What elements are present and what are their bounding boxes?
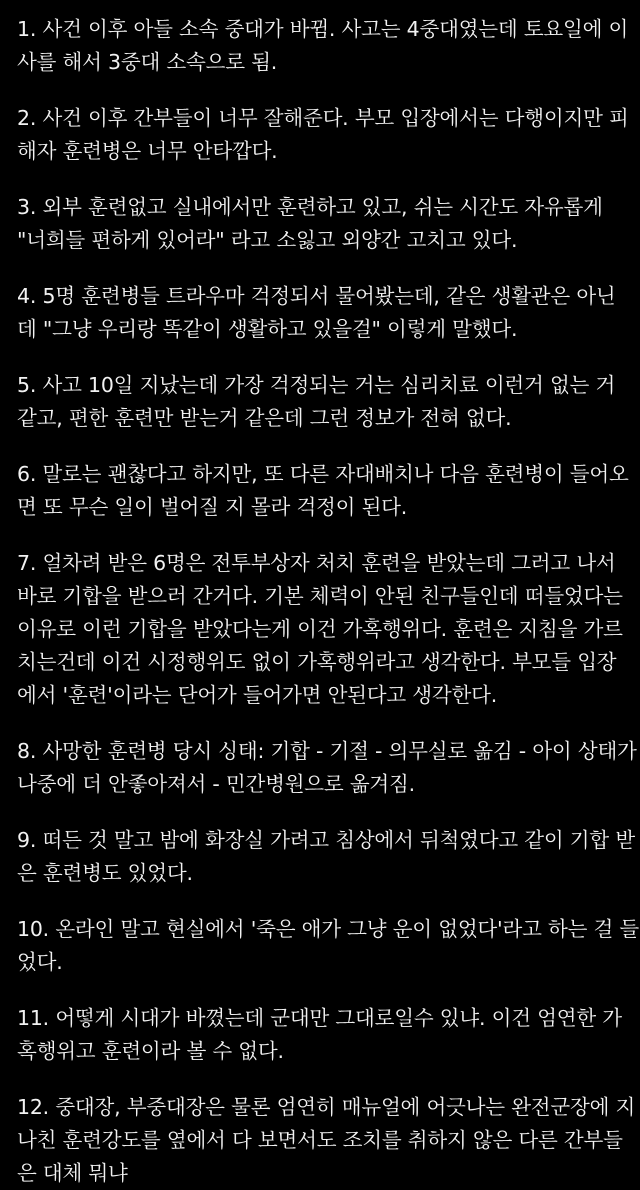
text-line: 나친 훈련강도를 옆에서 다 보면서도 조치를 취하지 않은 다른 간부들 [17,1128,623,1152]
paragraph-3 [17,191,626,257]
text-line: 사를 해서 3중대 소속으로 됨. [17,50,278,74]
paragraph-8 [17,735,637,801]
text-line: 3. 외부 훈련없고 실내에서만 훈련하고 있고, 쉬는 시간도 자유롭게 [17,195,603,219]
paragraph-7 [17,547,626,712]
text-line: 7. 얼차려 받은 6명은 전투부상자 처치 훈련을 받았는데 그러고 나서 [17,551,616,575]
text-line: 나중에 더 안좋아져서 - 민간병원으로 옮겨짐. [17,772,415,796]
text-line: 었다. [17,950,63,974]
text-line: "너희들 편하게 있어라" 라고 소잃고 외양간 고치고 있다. [17,228,518,252]
text-line: 에서 '훈련'이라는 단어가 들어가면 안된다고 생각한다. [17,683,498,707]
paragraph-6 [17,458,629,524]
paragraph-4 [17,280,626,346]
text-line: 5. 사고 10일 지났는데 가장 걱정되는 거는 심리치료 이런거 없는 거 [17,373,616,397]
text-line: 혹행위고 훈련이라 볼 수 없다. [17,1039,284,1063]
text-line: 2. 사건 이후 간부들이 너무 잘해준다. 부모 입장에서는 다행이지만 피 [17,106,629,130]
paragraph-11 [17,1002,626,1068]
text-line: 면 또 무슨 일이 벌어질 지 몰라 걱정이 된다. [17,495,408,519]
text-line: 4. 5명 훈련병들 트라우마 걱정되서 물어봤는데, 같은 생활관은 아닌 [17,284,616,308]
paragraph-10 [17,913,640,979]
text-line: 해자 훈련병은 너무 안타깝다. [17,139,278,163]
paragraph-1 [17,13,629,79]
text-line: 은 훈련병도 있었다. [17,861,193,885]
paragraph-12 [17,1091,636,1190]
text-line: 12. 중대장, 부중대장은 물론 엄연히 매뉴얼에 어긋나는 완전군장에 지 [17,1095,636,1119]
text-line: 8. 사망한 훈련병 당시 싱태: 기합 - 기절 - 의무실로 옮김 - 아이 상태가 [17,739,637,763]
text-line: 10. 온라인 말고 현실에서 '죽은 애가 그냥 운이 없었다'라고 하는 걸 들 [17,917,640,941]
paragraph-9 [17,824,635,890]
text-line: 같고, 편한 훈련만 받는거 같은데 그런 정보가 전혀 없다. [17,406,512,430]
text-line: 11. 어떻게 시대가 바꼈는데 군대만 그대로일수 있냐. 이건 엄연한 가 [17,1006,622,1030]
text-line: 바로 기합을 받으러 간거다. 기본 체력이 안된 친구들인데 떠들었다는 [17,584,623,608]
text-line: 9. 떠든 것 말고 밤에 화장실 가려고 침상에서 뒤척였다고 같이 기합 받 [17,828,635,852]
text-line: 이유로 이런 기합을 받았다는게 이건 가혹행위다. 훈련은 지침을 가르 [17,617,623,641]
text-line: 데 "그냥 우리랑 똑같이 생활하고 있을걸" 이렇게 말했다. [17,317,518,341]
paragraph-5 [17,369,626,435]
text-line: 은 대체 뭐냐 [17,1161,128,1185]
text-line: 1. 사건 이후 아들 소속 중대가 바뀜. 사고는 4중대였는데 토요일에 이 [17,17,629,41]
paragraph-2 [17,102,629,168]
text-line: 6. 말로는 괜찮다고 하지만, 또 다른 자대배치나 다음 훈련병이 들어오 [17,462,629,486]
text-line: 치는건데 이건 시정행위도 없이 가혹행위라고 생각한다. 부모들 입장 [17,650,617,674]
